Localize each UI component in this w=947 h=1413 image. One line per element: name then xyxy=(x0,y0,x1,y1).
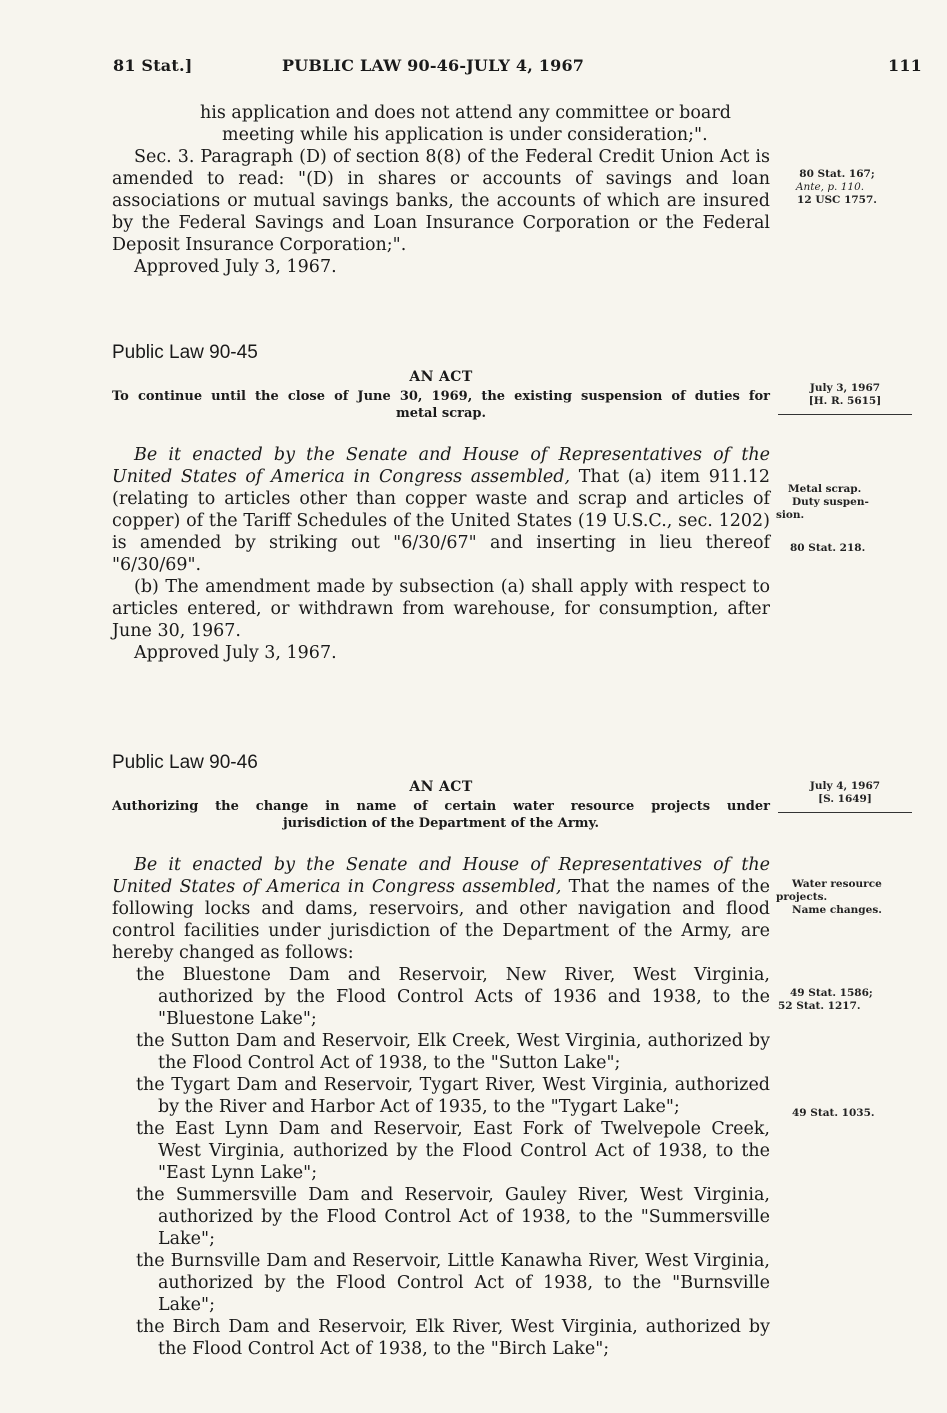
header-volume: 81 Stat.] xyxy=(113,56,193,75)
margin-date-block xyxy=(778,780,912,813)
margin-ref-bluestone xyxy=(778,987,910,1013)
law-title: Public Law 90-46 xyxy=(112,752,258,773)
act-description xyxy=(112,798,770,832)
act-description-line-2: metal scrap. xyxy=(395,406,487,421)
margin-date-block xyxy=(778,382,912,415)
approved-line: Approved July 3, 1967. xyxy=(134,257,337,277)
margin-ref: 12 USC 1757. xyxy=(797,194,877,206)
margin-topic-line: Water resource xyxy=(792,878,882,890)
margin-topic-line: sion. xyxy=(776,509,805,521)
approved-line: Approved July 3, 1967. xyxy=(134,643,337,663)
margin-ref-tygart: 49 Stat. 1035. xyxy=(792,1107,875,1119)
margin-topic-metal-scrap xyxy=(776,483,908,522)
margin-ref: 49 Stat. 1586; xyxy=(790,987,873,999)
public-law-90-46 xyxy=(112,752,770,1360)
enacting-text: That (a) item 911.12 (relating to articles other than copper waste and scrap and articles of copper) of the Tariff Schedules of the United States (19 U.S.C., sec. 1202) is amended by striking out "6/30/67" and inserting in lieu thereof "6/30/69". xyxy=(112,467,770,575)
enacting-text: That the names of the following locks and dams, reservoirs, and other navigation and flood control facilities under jurisdiction of the Department of the Army, are hereby changed as follows: xyxy=(112,877,770,963)
subsection-b: (b) The amendment made by subsection (a) shall apply with respect to articles entered, or withdrawn from warehouse, for consumption, after June 30, 1967. xyxy=(112,577,770,641)
enacting-formula: Be it enacted by the Senate and House of Representatives of the United States of America in Congress assembled, xyxy=(112,445,770,487)
margin-date: July 4, 1967 xyxy=(809,780,881,792)
enacting-clause xyxy=(112,854,770,964)
margin-topic-line: projects. xyxy=(776,891,828,903)
list-item: the Burnsville Dam and Reservoir, Little Kanawha River, West Virginia, authorized by the Flood Control Act of 1938, to the "Burnsville Lake"; xyxy=(136,1251,770,1315)
act-description xyxy=(112,388,770,422)
margin-ref-80-stat-218: 80 Stat. 218. xyxy=(790,542,866,554)
public-law-90-45 xyxy=(112,342,770,664)
list-item: the East Lynn Dam and Reservoir, East Fork of Twelvepole Creek, West Virginia, authorized by the Flood Control Act of 1938, to the "East Lynn Lake"; xyxy=(136,1119,770,1183)
margin-topic-line: Name changes. xyxy=(792,904,882,916)
margin-topic-water-resource xyxy=(776,878,908,917)
list-item: the Birch Dam and Reservoir, Elk River, West Virginia, authorized by the Flood Control Act of 1938, to the "Birch Lake"; xyxy=(136,1317,770,1359)
margin-ref: 80 Stat. 167; xyxy=(799,168,875,180)
margin-topic-line: Duty suspen- xyxy=(792,496,869,508)
list-item: the Summersville Dam and Reservoir, Gauley River, West Virginia, authorized by the Flood Control Act of 1938, to the "Summersville Lake"; xyxy=(136,1185,770,1249)
enacting-formula: Be it enacted by the Senate and House of Representatives of the United States of America in Congress assembled, xyxy=(112,855,770,897)
act-description-line-1: To continue until the close of June 30, 1969, the existing suspension of duties for xyxy=(112,389,770,404)
enacting-clause xyxy=(112,444,770,576)
list-item: the Tygart Dam and Reservoir, Tygart River, West Virginia, authorized by the River and Harbor Act of 1935, to the "Tygart Lake"; xyxy=(136,1075,770,1117)
margin-topic-line: Metal scrap. xyxy=(788,483,862,495)
header-title: PUBLIC LAW 90-46-JULY 4, 1967 xyxy=(282,56,585,75)
act-description-line-1: Authorizing the change in name of certain water resource projects under xyxy=(112,799,770,814)
continuation-line-2: meeting while his application is under consideration;". xyxy=(222,125,708,145)
margin-date: July 3, 1967 xyxy=(809,382,881,394)
law-title: Public Law 90-45 xyxy=(112,342,258,363)
margin-rule xyxy=(778,812,912,813)
page-number: 111 xyxy=(888,56,922,75)
section-3-text: Sec. 3. Paragraph (D) of section 8(8) of the Federal Credit Union Act is amended to read: "(D) in shares or accounts of savings and loan associations or mutual savings banks, the accounts of which are insured by the Federal Savings and Loan Insurance Corporation or the Federal Deposit Insurance Corporation;". xyxy=(112,147,770,255)
list-item: the Sutton Dam and Reservoir, Elk Creek, West Virginia, authorized by the Flood Control Act of 1938, to the "Sutton Lake"; xyxy=(136,1031,770,1073)
act-description-line-2: jurisdiction of the Department of the Army. xyxy=(282,816,600,831)
margin-bill: [S. 1649] xyxy=(818,793,872,805)
margin-bill: [H. R. 5615] xyxy=(808,395,882,407)
margin-ref: Ante, p. 110. xyxy=(795,181,865,193)
act-label: AN ACT xyxy=(409,369,473,385)
act-label: AN ACT xyxy=(409,779,473,795)
continuation-line-1: his application and does not attend any committee or board xyxy=(200,103,731,123)
margin-note-sec3 xyxy=(778,168,896,207)
previous-law-tail xyxy=(112,102,770,278)
margin-ref: 52 Stat. 1217. xyxy=(778,1000,861,1012)
margin-rule xyxy=(778,414,912,415)
list-item: the Bluestone Dam and Reservoir, New River, West Virginia, authorized by the Flood Control Acts of 1936 and 1938, to the "Bluestone Lake"; xyxy=(136,965,770,1029)
